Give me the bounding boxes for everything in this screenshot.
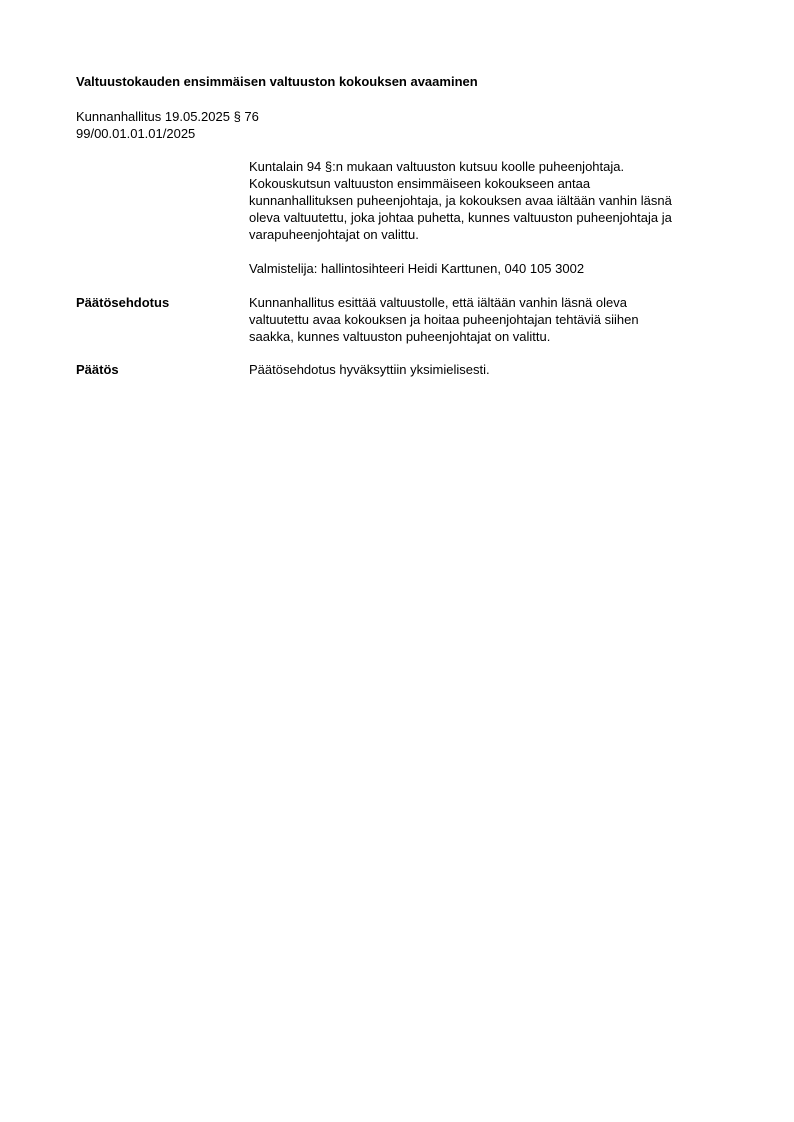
intro-line: oleva valtuutettu, joka johtaa puhetta, kunnes valtuuston puheenjohtaja ja [249, 210, 672, 225]
intro-paragraph [249, 158, 739, 243]
proposal-label: Päätösehdotus [76, 295, 170, 310]
meeting-reference: Kunnanhallitus 19.05.2025 § 76 [76, 109, 259, 124]
document-title: Valtuustokauden ensimmäisen valtuuston kokouksen avaaminen [76, 74, 478, 89]
proposal-line: saakka, kunnes valtuuston puheenjohtajat on valittu. [249, 329, 551, 344]
proposal-paragraph [249, 294, 739, 345]
case-number: 99/00.01.01.01/2025 [76, 126, 196, 141]
proposal-line: Kunnanhallitus esittää valtuustolle, että iältään vanhin läsnä oleva [249, 295, 627, 310]
intro-line: Kuntalain 94 §:n mukaan valtuuston kutsuu koolle puheenjohtaja. [249, 159, 625, 174]
intro-line: Kokouskutsun valtuuston ensimmäiseen kokoukseen antaa [249, 176, 591, 191]
decision-text: Päätösehdotus hyväksyttiin yksimielisesti. [249, 362, 490, 377]
preparer-info: Valmistelija: hallintosihteeri Heidi Karttunen, 040 105 3002 [249, 261, 585, 276]
decision-label: Päätös [76, 362, 119, 377]
proposal-line: valtuutettu avaa kokouksen ja hoitaa puheenjohtajan tehtäviä siihen [249, 312, 639, 327]
intro-line: kunnanhallituksen puheenjohtaja, ja kokouksen avaa iältään vanhin läsnä [249, 193, 672, 208]
intro-line: varapuheenjohtajat on valittu. [249, 227, 419, 242]
